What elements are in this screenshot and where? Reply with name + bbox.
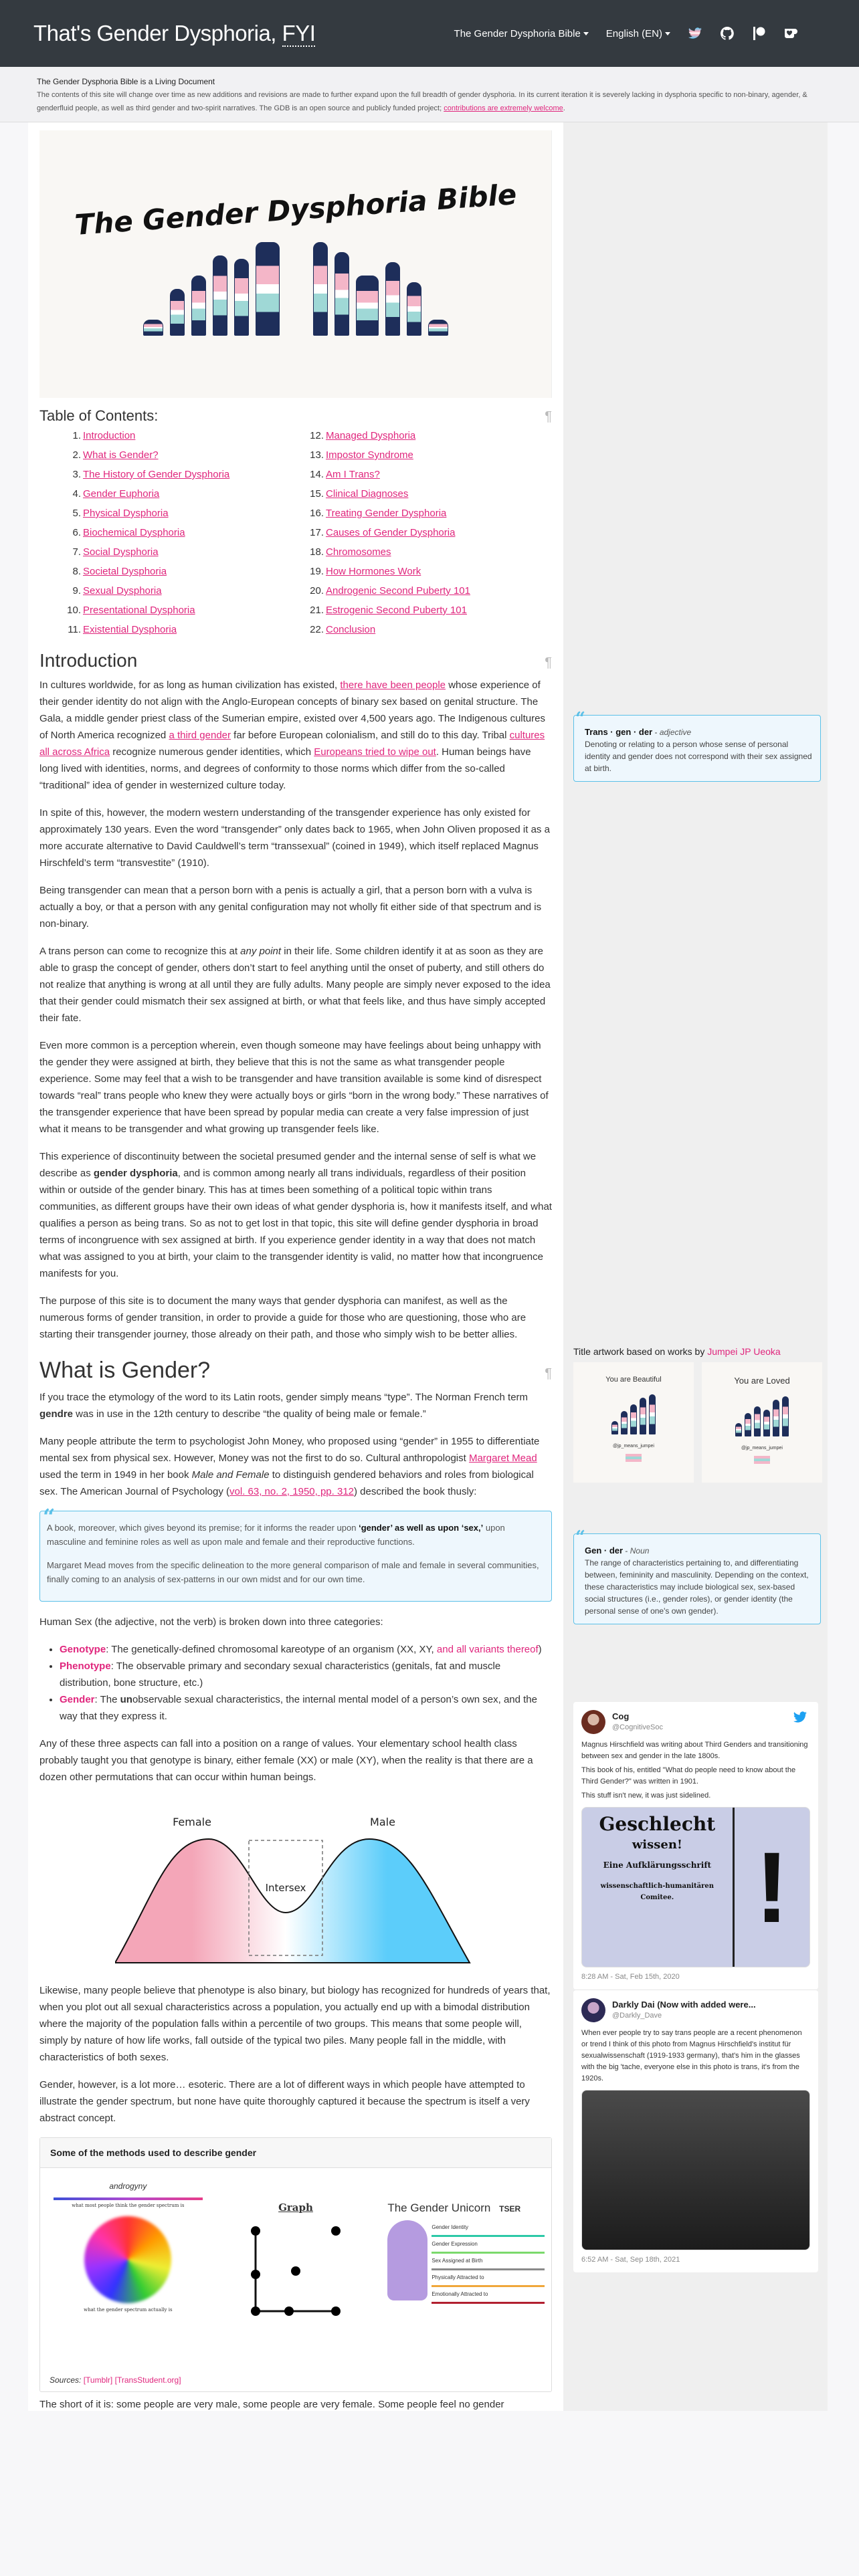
github-icon[interactable]	[720, 26, 735, 41]
gender-paragraph-6: Gender, however, is a lot more… esoteric. There are a lot of different ways in which people have attempted to illustrate the gender spectrum, but none have quite thoroughly captured it because the spectrum is itself a very abstract concept.	[39, 2079, 530, 2124]
category-genotype: • Genotype: The genetically-defined chromosomal kareotype of an organism (XX, XY, and all variants thereof)	[60, 1641, 552, 1658]
main-content	[28, 122, 563, 2411]
toc-link-sexual[interactable]: Sexual Dysphoria	[83, 585, 162, 597]
toc-item: 9. Sexual Dysphoria	[72, 585, 162, 597]
quote-mark-icon: “	[43, 1504, 56, 1529]
introduction-heading: Introduction ¶	[39, 650, 552, 671]
third-gender-link[interactable]: a third gender	[169, 730, 231, 741]
toc-item: 17. Causes of Gender Dysphoria	[310, 527, 456, 538]
intro-paragraph-4: A trans person can come to recognize this at any point in their life. Some children identify it at as soon as they are able to grasp the concept of gender, others don’t start to feel anything until the onset of puberty, and still others do not realize that anything is wrong at all until they are fully adults. Many people are simply never exposed to the idea that their gender could mismatch their sex assigned at birth, or what that feels like, and thus have simply accepted their fate.	[39, 946, 551, 1024]
jumpei-ueoka-link[interactable]: Jumpei JP Ueoka	[707, 1346, 781, 1357]
cultures-africa-link[interactable]: cultures all across Africa	[39, 730, 545, 758]
toc-link-androgenic[interactable]: Androgenic Second Puberty 101	[326, 585, 470, 597]
toc-item: 4. Gender Euphoria	[72, 488, 160, 500]
sidebar	[563, 122, 828, 2411]
unicorn-figure	[387, 2220, 427, 2300]
toc-item: 2. What is Gender?	[72, 449, 159, 461]
toc-link-causes[interactable]: Causes of Gender Dysphoria	[326, 527, 456, 538]
nav-dropdown-language[interactable]: English (EN)	[606, 28, 670, 39]
toc-link-estrogenic[interactable]: Estrogenic Second Puberty 101	[326, 605, 467, 616]
toc-link-biochemical[interactable]: Biochemical Dysphoria	[83, 527, 185, 538]
toc-link-treating[interactable]: Treating Gender Dysphoria	[326, 508, 447, 519]
page-layout	[28, 122, 831, 2411]
site-brand[interactable]: That's Gender Dysphoria, FYI	[33, 21, 316, 45]
living-document-notice	[0, 67, 859, 122]
toc-item: 14. Am I Trans?	[310, 469, 380, 480]
gender-methods-card	[39, 2137, 552, 2392]
nav-menu	[454, 26, 799, 41]
toc-item: 12. Managed Dysphoria	[310, 430, 416, 441]
intro-paragraph-2: In spite of this, however, the modern western understanding of the transgender experience has only existed for approximately 130 years. Even the word “transgender” only dates back to 1965, when John Oliven proposed it as a more accurate alternative to David Cauldwell’s term “transsexual” (coined in 1949), which itself replaced Magnus Hirschfeld’s term “transvestite” (1910).	[39, 807, 550, 869]
contributions-link[interactable]: contributions are extremely welcome	[444, 104, 563, 112]
artwork-thumbnail-loved[interactable]: You are Loved @jp_means_jumpei	[702, 1362, 822, 1483]
intro-paragraph-6: This experience of discontinuity between the societal presumed gender and the internal sense of self is what we describe as gender dysphoria, and is common among nearly all trans individuals, regardless of their position within or outside of the gender binary. This has at times been something of a political topic within trans communities, as different groups have their own ideas of what gender dysphoria is, how it manifests itself, and what qualifies a person as being trans. So as not to get lost in that topic, this site will define gender dysphoria in broad terms of incongruence with sex assigned at birth. If you experience gender identity in a way that does not match what was assigned to you at birth, your claim to the transgender identity is valid, no matter how that incongruence manifests for you.	[39, 1151, 552, 1279]
definition-transgender: “ Trans · gen · der - adjective Denoting or relating to a person whose sense of personal identity and gender does not correspond with their sex assigned at birth.	[573, 715, 821, 782]
intro-paragraph-7: The purpose of this site is to document the many ways that gender dysphoria can manifest, as well as the numerous forms of gender transition, in order to provide a guide for those who are questioning, those who are starting their transgender journey, those already on their path, and those who simply wish to be better allies.	[39, 1295, 527, 1340]
toc-link-physical-dysphoria[interactable]: Physical Dysphoria	[83, 508, 169, 519]
toc-item: 8. Societal Dysphoria	[72, 566, 167, 577]
tweet-image-geschlecht-poster[interactable]: Geschlecht wissen! Eine Aufklärungsschrift wissenschaftlich-humanitären Comitee. !	[581, 1807, 810, 1967]
there-have-been-people-link[interactable]: there have been people	[340, 679, 446, 691]
toc-link-clinical-diagnoses[interactable]: Clinical Diagnoses	[326, 488, 409, 500]
gender-paragraph-7: The short of it is: some people are very male, some people are very female. Some people feel no gender	[39, 2399, 504, 2410]
toc-link-managed-dysphoria[interactable]: Managed Dysphoria	[326, 430, 416, 441]
gender-methods-images	[47, 2181, 545, 2355]
hero-banner-image	[39, 130, 552, 398]
hero-title: The Gender Dysphoria Bible	[73, 177, 518, 241]
toc-item: 16. Treating Gender Dysphoria	[310, 508, 447, 519]
toc-item: 11. Existential Dysphoria	[68, 624, 177, 635]
what-is-gender-heading: What is Gender? ¶	[39, 1358, 552, 1383]
intro-paragraph-1: In cultures worldwide, for as long as human civilization has existed, there have been people whose experience of their gender identity do not align with the Anglo-European concepts of binary sex based on genital structure. The Gala, a middle gender priest class of the Sumerian empire, existed over 4,500 years ago. The Indigenous cultures of North America recognized a third gender far before European colonialism, and still do to this day. Tribal cultures all across Africa recognize numerous gender identities, which Europeans tried to wipe out. Human beings have long lived with identities, norms, and degrees of conformity to those norms which differ from the so-called “traditional” idea of gender in westernized culture today.	[39, 679, 545, 791]
toc-item: 1. Introduction	[72, 430, 136, 441]
tweet-timestamp[interactable]: 6:52 AM - Sat, Sep 18th, 2021	[581, 2256, 680, 2264]
hero-figures-illustration	[143, 242, 448, 336]
twitter-bird-icon[interactable]	[793, 1711, 807, 1727]
table-of-contents	[39, 430, 552, 635]
toc-link-history[interactable]: The History of Gender Dysphoria	[83, 469, 230, 480]
exclamation-mark-graphic: !	[755, 1830, 789, 1943]
toc-link-impostor-syndrome[interactable]: Impostor Syndrome	[326, 449, 413, 461]
caret-down-icon	[665, 32, 670, 35]
image-sources: Sources: [Tumblr] [TransStudent.org]	[50, 2375, 181, 2385]
ko-fi-icon[interactable]	[784, 26, 799, 41]
journal-citation-link[interactable]: vol. 63, no. 2, 1950, pp. 312	[229, 1486, 355, 1497]
quote-mark-icon: “	[575, 1527, 585, 1547]
gender-paragraph-2: Many people attribute the term to psychologist John Money, who proposed using “gender” in 1955 to differentiate mental sex from physical sex. However, Money was not the first to do so. Cultural anthropologist Margaret Mead used the term in 1949 in her book Male and Female to distinguish gendered behaviors and roles from biological sex. The American Journal of Psychology (vol. 63, no. 2, 1950, pp. 312) described the book thusly:	[39, 1436, 540, 1497]
definition-gender: “ Gen · der - Noun The range of characteristics pertaining to, and differentiating between, femininity and masculinity. Depending on the context, these characteristics may include biological sex, sex-based social structures (i.e., gender roles), or gender identity (the personal sense of one's own gender).	[573, 1533, 821, 1624]
toc-link-am-i-trans[interactable]: Am I Trans?	[326, 469, 380, 480]
artwork-credit: Title artwork based on works by Jumpei JP Ueoka	[573, 1346, 781, 1357]
pilcrow-anchor-icon[interactable]: ¶	[545, 1366, 552, 1381]
gender-paragraph-4: Any of these three aspects can fall into a position on a range of values. Your elementary school health class probably taught you that genotype is binary, either female (XX) or male (XY), when the reality is that there are a dozen other permutations that can occur within human beings.	[39, 1738, 533, 1783]
fyi-abbr[interactable]: FYI	[282, 21, 316, 45]
trans-twitter-icon[interactable]	[688, 26, 702, 41]
navbar	[0, 0, 859, 67]
svg-text:Female: Female	[173, 1816, 211, 1828]
notice-text: The contents of this site will change over time as new additions and revisions are made to further expand upon the full breadth of gender dysphoria. In its current iteration it is severely lacking in dysphoria specific to non-binary, agender, & genderfluid people, as well as third gender and two-spirit narratives. The GDB is an open source and publicly funded project; contributions are extremely welcome.	[37, 91, 807, 112]
transstudent-source-link[interactable]: [TransStudent.org]	[114, 2375, 181, 2385]
bimodal-distribution-diagram	[39, 1812, 552, 1966]
notice-title: The Gender Dysphoria Bible is a Living Document	[37, 77, 215, 86]
category-gender: • Gender: The unobservable sexual characteristics, the internal mental model of a person’s own sex, and the way that they express it.	[60, 1691, 552, 1725]
toc-item: 18. Chromosomes	[310, 546, 391, 558]
margaret-mead-link[interactable]: Margaret Mead	[468, 1453, 537, 1464]
card-header: Some of the methods used to describe gender	[40, 2138, 551, 2168]
gender-paragraph-3: Human Sex (the adjective, not the verb) is broken down into three categories:	[39, 1616, 383, 1628]
gender-paragraph-5: Likewise, many people believe that phenotype is also binary, but biology has recognized for hundreds of years that, when you plot out all sexual characteristics across a population, you actually end up with a bimodal distribution where the majority of the population falls within a percentile of two groups. This means that some people will, simply by nature of how life works, fall outside of the typical two piles. Many people fall in the middle, with characteristics of both sexes.	[39, 1985, 551, 2063]
avatar	[581, 1998, 605, 2022]
pilcrow-anchor-icon[interactable]: ¶	[545, 655, 552, 670]
toc-link-chromosomes[interactable]: Chromosomes	[326, 546, 391, 558]
all-variants-link[interactable]: and all variants thereof	[436, 1644, 539, 1655]
toc-link-what-is-gender[interactable]: What is Gender?	[83, 449, 159, 461]
patreon-icon[interactable]	[752, 26, 767, 41]
quote-mark-icon: “	[575, 709, 585, 729]
toc-link-social[interactable]: Social Dysphoria	[83, 546, 159, 558]
toc-item: 7. Social Dysphoria	[72, 546, 159, 558]
europeans-wipe-out-link[interactable]: Europeans tried to wipe out	[314, 746, 436, 758]
caret-down-icon	[583, 32, 589, 35]
pilcrow-anchor-icon[interactable]: ¶	[545, 409, 552, 424]
svg-text:Male: Male	[370, 1816, 395, 1828]
toc-item: 5. Physical Dysphoria	[72, 508, 169, 519]
toc-item: 3. The History of Gender Dysphoria	[72, 469, 230, 480]
tweet-image-institute-photo[interactable]	[581, 2090, 810, 2250]
artwork-thumbnails	[573, 1362, 828, 1483]
toc-item: 13. Impostor Syndrome	[310, 449, 413, 461]
toc-heading: Table of Contents: ¶	[39, 407, 552, 424]
category-phenotype: • Phenotype: The observable primary and secondary sexual characteristics (genitals, fat and muscle distribution, bone structure, etc.)	[60, 1658, 552, 1691]
gender-graph-image: Graph	[215, 2181, 377, 2355]
toc-link-presentational[interactable]: Presentational Dysphoria	[83, 605, 195, 616]
embedded-tweet[interactable]: Darkly Dai (Now with added were... @Darkly_Dave When ever people try to say trans people are a recent phenomenon or trend I think of this photo from Magnus Hirschfield's institut für sexualwissenschaft (1919-1933 germany), that's him in the glasses with the big 'tache, everyone else in this photo is trans, it's from the 1920s. 6:52 AM - Sat, Sep 18th, 2021	[573, 1990, 818, 2272]
toc-item: 20. Androgenic Second Puberty 101	[310, 585, 470, 597]
toc-link-societal[interactable]: Societal Dysphoria	[83, 566, 167, 577]
toc-item: 22. Conclusion	[310, 624, 376, 635]
gender-paragraph-1: If you trace the etymology of the word to its Latin roots, gender simply means “type”. The Norman French term gendre was in use in the 12th century to describe “the quality of being male or female.”	[39, 1392, 529, 1420]
artwork-thumbnail-beautiful[interactable]: You are Beautiful @jp_means_jumpei	[573, 1362, 694, 1483]
intro-paragraph-3: Being transgender can mean that a person born with a penis is actually a girl, that a person born with a vulva is actually a boy, or that a person with any genital configuration may not wholly fit either side of that spectrum and is non-binary.	[39, 885, 542, 930]
toc-item: 10. Presentational Dysphoria	[67, 605, 195, 616]
avatar	[581, 1710, 605, 1734]
nav-dropdown-bible[interactable]: The Gender Dysphoria Bible	[454, 28, 589, 39]
toc-link-hormones[interactable]: How Hormones Work	[326, 566, 421, 577]
toc-link-gender-euphoria[interactable]: Gender Euphoria	[83, 488, 160, 500]
sex-categories-list	[60, 1641, 552, 1725]
embedded-tweet[interactable]: Cog @CognitiveSoc Magnus Hirschfield was writing about Third Genders and transitioning between sex and gender in the late 1800s. This book of his, entitled "What do people need to know about the Third Gender?" was written in 1901. This stuff isn't new, it was just sidelined. Geschlecht wissen! Eine Aufklärungsschrift wissenschaftlich-humanitären Comitee. ! 8:28 AM - Sat, Feb 15th, 2020	[573, 1702, 818, 1990]
androgyny-spectrum-image: androgyny what most people think the gender spectrum is what the gender spectrum actually is	[47, 2181, 209, 2355]
toc-link-introduction[interactable]: Introduction	[83, 430, 136, 441]
tumblr-source-link[interactable]: [Tumblr]	[83, 2375, 113, 2385]
toc-link-existential[interactable]: Existential Dysphoria	[83, 624, 177, 635]
toc-item: 15. Clinical Diagnoses	[310, 488, 409, 500]
intro-paragraph-5: Even more common is a perception wherein, even though someone may have feelings about being unhappy with the gender they were assigned at birth, they believe that this is not the same as what transgender people experience. Some may feel that a wish to be transgender and have transition available is some kind of disrespect towards “real” trans people who knew they were actually boys or girls “born in the wrong body.” These narratives of the transgender experience that have been spread by popular media can create a very false impression of just what it means to be transgender and what growing up transgender feels like.	[39, 1040, 549, 1135]
toc-item: 21. Estrogenic Second Puberty 101	[310, 605, 467, 616]
book-review-quote: “ A book, moreover, which gives beyond its premise; for it informs the reader upon ‘gender’ as well as upon ‘sex,’ upon masculine and feminine roles as well as upon male and female and their reproductive functions. Margaret Mead moves from the specific delineation to the more general comparison of male and female in several communities, finally coming to an analysis of sex-patterns in our own midst and for our own time.	[39, 1511, 552, 1602]
gender-unicorn-image: The Gender Unicorn TSER Gender Identity Gender Expression Sex Assigned at Birth Physically Attracted to Emotionally Attracted to	[382, 2181, 545, 2355]
toc-link-conclusion[interactable]: Conclusion	[326, 624, 376, 635]
svg-text:Intersex: Intersex	[265, 1882, 306, 1894]
toc-item: 19. How Hormones Work	[310, 566, 421, 577]
tweet-timestamp[interactable]: 8:28 AM - Sat, Feb 15th, 2020	[581, 1973, 680, 1981]
toc-item: 6. Biochemical Dysphoria	[72, 527, 185, 538]
